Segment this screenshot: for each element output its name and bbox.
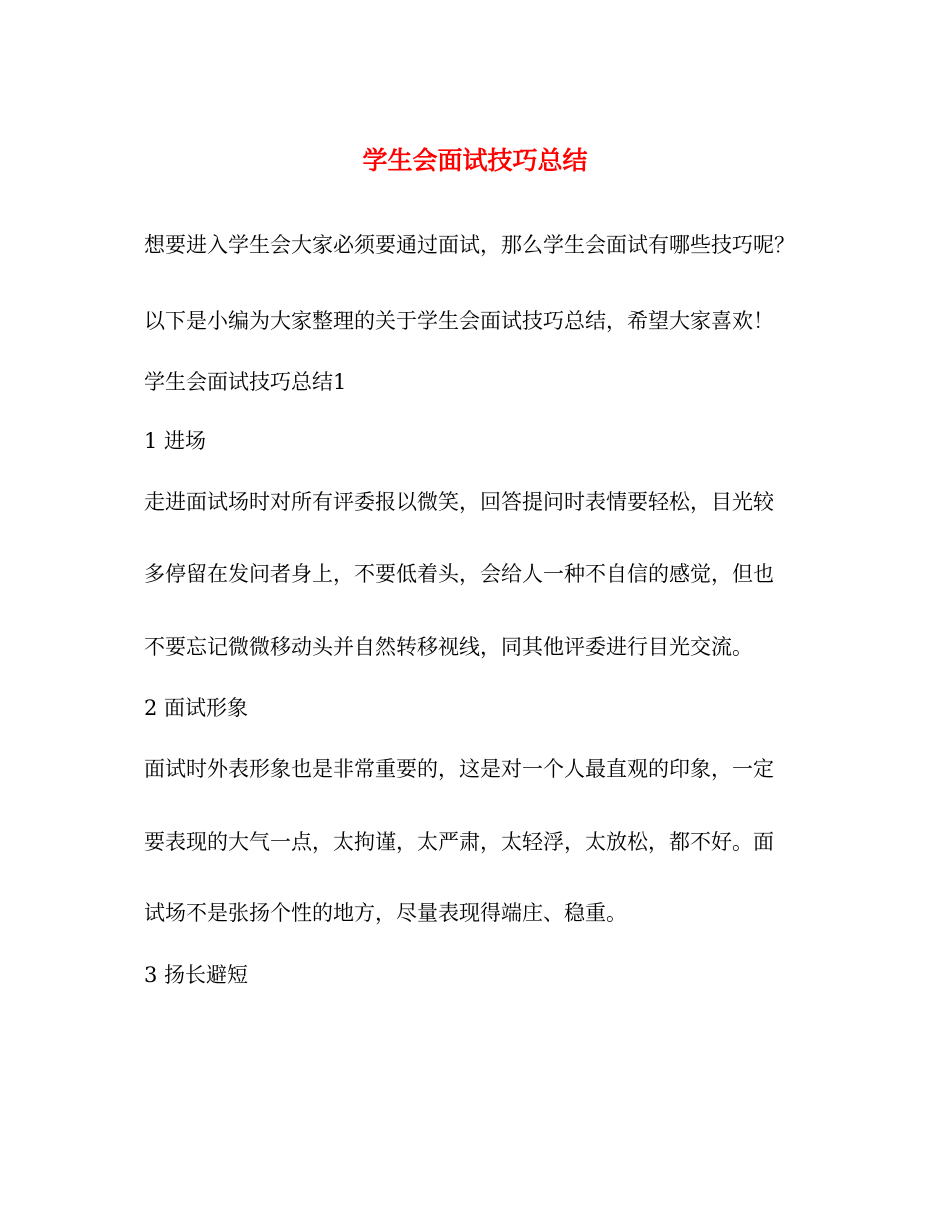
subheading-strengths: 3 扬长避短 — [144, 963, 249, 987]
subheading-interview-image: 2 面试形象 — [144, 696, 249, 720]
section-heading-summary-1: 学生会面试技巧总结1 — [144, 370, 347, 394]
subheading-entrance: 1 进场 — [144, 429, 207, 453]
image-paragraph-line-2: 要表现的大气一点，太拘谨，太严肃，太轻浮，太放松，都不好。面 — [144, 830, 774, 854]
entrance-paragraph-line-3: 不要忘记微微移动头并自然转移视线，同其他评委进行目光交流。 — [144, 635, 753, 659]
document-title: 学生会面试技巧总结 — [362, 146, 588, 175]
image-paragraph-line-1: 面试时外表形象也是非常重要的，这是对一个人最直观的印象，一定 — [144, 757, 774, 781]
entrance-paragraph-line-1: 走进面试场时对所有评委报以微笑，回答提问时表情要轻松，目光较 — [144, 490, 774, 514]
intro-line-2: 以下是小编为大家整理的关于学生会面试技巧总结，希望大家喜欢！ — [144, 309, 774, 333]
entrance-paragraph-line-2: 多停留在发问者身上，不要低着头，会给人一种不自信的感觉，但也 — [144, 562, 774, 586]
intro-line-1: 想要进入学生会大家必须要通过面试，那么学生会面试有哪些技巧呢？ — [144, 233, 795, 257]
image-paragraph-line-3: 试场不是张扬个性的地方，尽量表现得端庄、稳重。 — [144, 901, 627, 925]
